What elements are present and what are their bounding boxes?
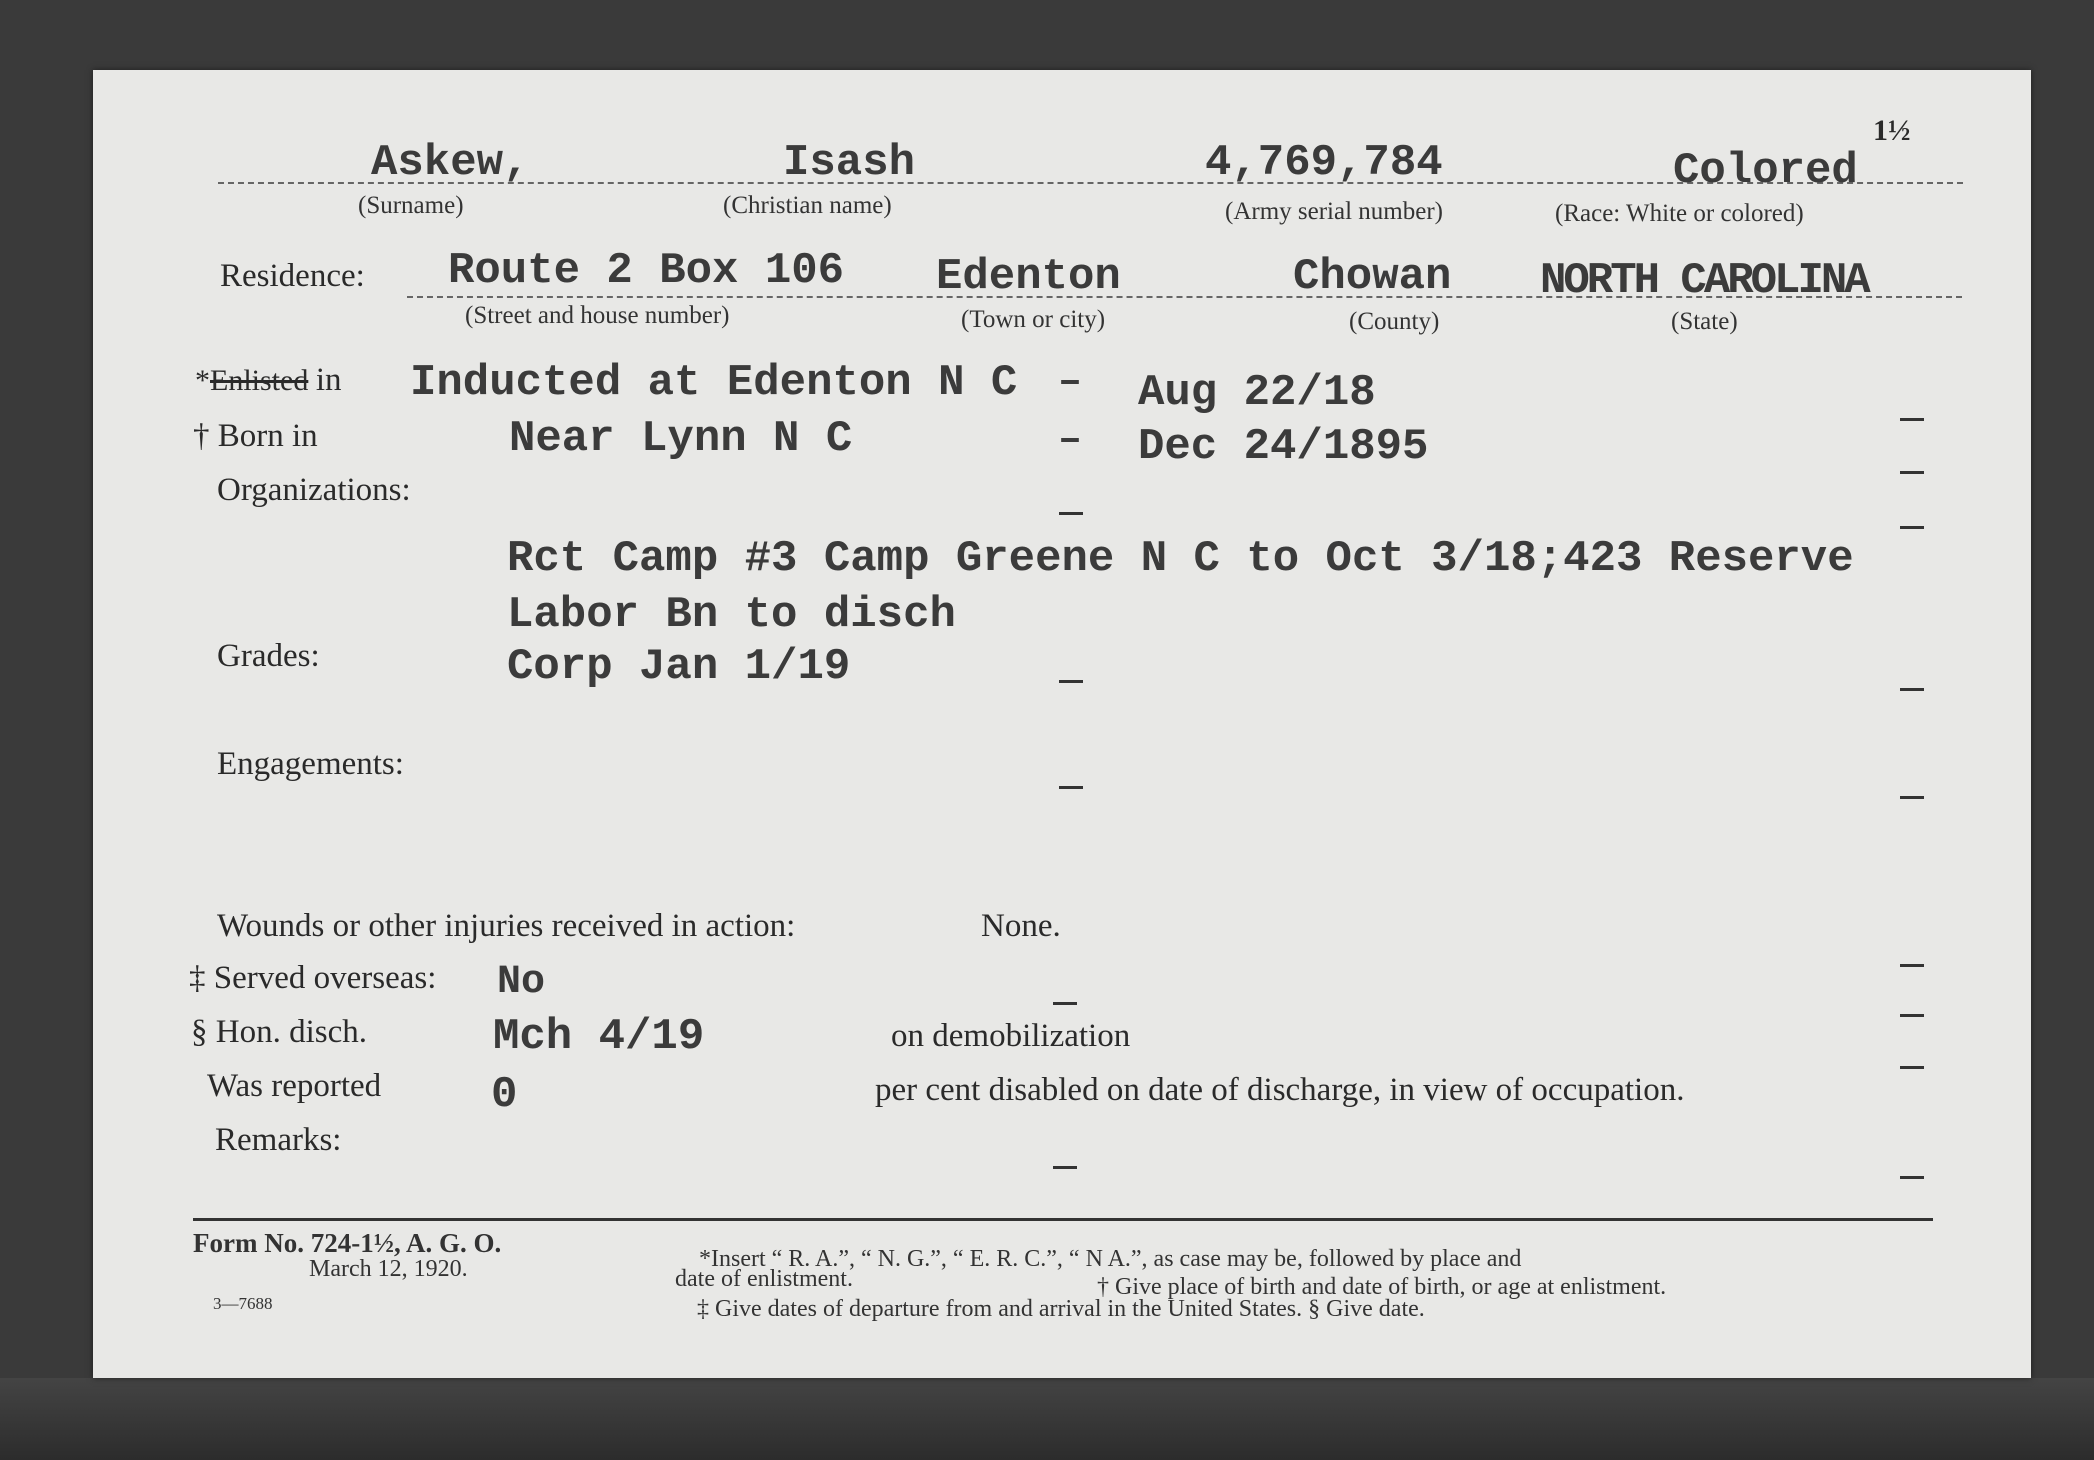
born-value: Near Lynn N C [509, 414, 853, 464]
footnote-overseas: ‡ Give dates of departure from and arrival in the United States. § Give date. [697, 1296, 1425, 1322]
footnote-enlistment: date of enlistment. [675, 1266, 853, 1292]
town-label: (Town or city) [961, 306, 1106, 333]
form-number: Form No. 724-1½, A. G. O. [193, 1228, 502, 1258]
discharge-label: § Hon. disch. [191, 1014, 367, 1050]
serial-value: 4,769,784 [1205, 138, 1443, 188]
born-date: Dec 24/1895 [1138, 422, 1429, 472]
organizations-label: Organizations: [217, 472, 411, 508]
street-label: (Street and house number) [465, 302, 730, 329]
county-label: (County) [1349, 308, 1440, 335]
row-end-dash [1900, 471, 1924, 474]
race-value: Colored [1673, 146, 1858, 196]
street-value: Route 2 Box 106 [448, 246, 845, 296]
born-label: † Born in [193, 418, 318, 454]
wounds-value: None. [981, 908, 1061, 944]
discharge-value: Mch 4/19 [493, 1012, 705, 1062]
town-value: Edenton [936, 252, 1121, 302]
wounds-label: Wounds or other injuries received in action: [217, 908, 796, 944]
row-mid-dash [1053, 1002, 1077, 1005]
enlisted-separator: – [1058, 360, 1083, 405]
state-value: NORTH CAROLINA [1540, 256, 1868, 306]
grades-label: Grades: [217, 638, 320, 674]
engagements-label: Engagements: [217, 746, 404, 782]
row-end-dash [1900, 796, 1924, 799]
form-code: 3—7688 [213, 1294, 273, 1313]
christian-name-label: (Christian name) [723, 192, 892, 219]
row-end-dash [1900, 688, 1924, 691]
footnote-birth: † Give place of birth and date of birth, or age at enlistment. [1097, 1274, 1667, 1300]
grades-value: Corp Jan 1/19 [507, 642, 851, 692]
row-mid-dash [1059, 680, 1083, 683]
organizations-line-2: Labor Bn to disch [507, 590, 956, 640]
born-separator: – [1058, 418, 1083, 463]
enlisted-marker: * [195, 364, 210, 397]
state-label: (State) [1671, 308, 1738, 335]
discharge-reason: on demobilization [891, 1018, 1131, 1054]
county-value: Chowan [1293, 252, 1452, 302]
enlisted-struck-word: Enlisted [210, 364, 309, 397]
row-end-dash [1900, 1014, 1924, 1017]
race-label: (Race: White or colored) [1555, 200, 1804, 227]
form-date: March 12, 1920. [309, 1256, 468, 1282]
reported-value: 0 [491, 1070, 518, 1120]
organizations-line-1: Rct Camp #3 Camp Greene N C to Oct 3/18;423 Reserve [507, 534, 1854, 584]
remarks-label: Remarks: [215, 1122, 342, 1158]
enlisted-in-word: in [315, 362, 342, 398]
row-end-dash [1900, 964, 1924, 967]
card-number: 1½ [1873, 114, 1911, 147]
scanner-background [0, 1378, 2094, 1460]
overseas-value: No [497, 960, 546, 1005]
service-record-card [93, 70, 2031, 1378]
enlisted-label [195, 362, 342, 399]
reported-label: Was reported [207, 1068, 382, 1104]
serial-label: (Army serial number) [1225, 198, 1443, 225]
row-mid-dash [1053, 1166, 1077, 1169]
footer-rule [193, 1218, 1933, 1221]
row-mid-dash [1059, 512, 1083, 515]
enlisted-value: Inducted at Edenton N C [410, 358, 1018, 408]
reported-text: per cent disabled on date of discharge, in view of occupation. [875, 1072, 1685, 1108]
surname-label: (Surname) [358, 192, 464, 219]
row-end-dash [1900, 1176, 1924, 1179]
row-end-dash [1900, 418, 1924, 421]
footnote-insert: *Insert “ R. A.”, “ N. G.”, “ E. R. C.”, “ N A.”, as case may be, followed by place and [699, 1246, 1522, 1272]
row-mid-dash [1059, 786, 1083, 789]
row-end-dash [1900, 526, 1924, 529]
residence-label: Residence: [220, 258, 365, 294]
overseas-label: ‡ Served overseas: [189, 960, 437, 996]
christian-name-value: Isash [783, 138, 916, 188]
row-end-dash [1900, 1066, 1924, 1069]
enlisted-date: Aug 22/18 [1138, 368, 1376, 418]
surname-value: Askew, [371, 138, 530, 188]
